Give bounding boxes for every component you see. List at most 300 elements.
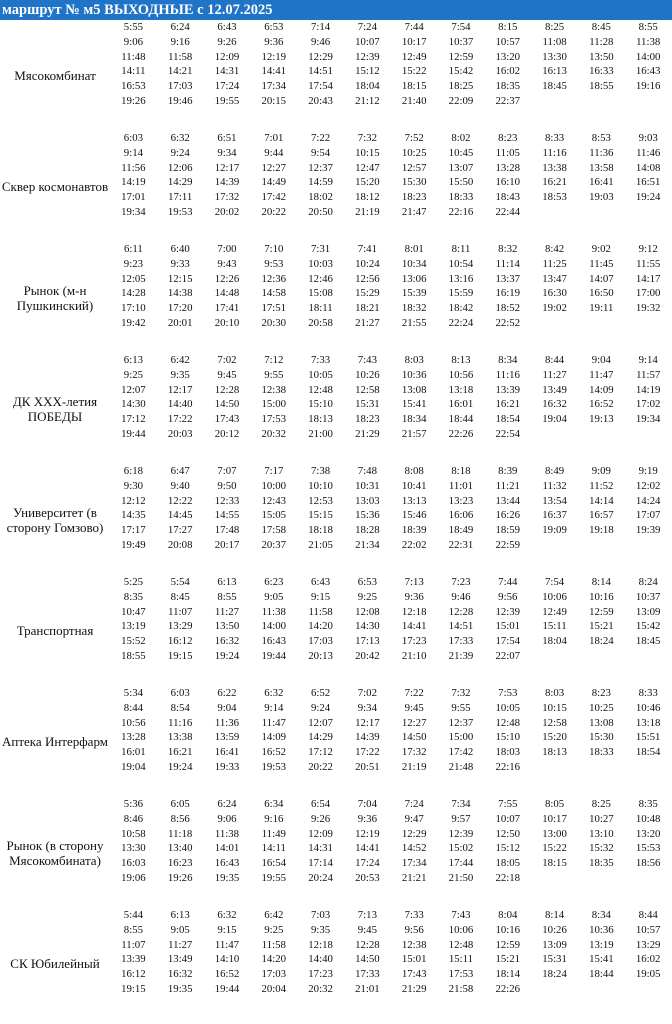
time-column [531,464,578,553]
departure-time: 7:17 [264,465,284,477]
time-column [625,908,672,997]
time-column [204,131,251,220]
departure-time: 9:16 [264,812,284,825]
departure-time: 12:18 [308,938,333,951]
departure-time: 17:27 [167,524,193,537]
departure-time: 13:29 [167,620,193,633]
departure-time: 12:38 [401,938,427,951]
departure-time: 13:29 [635,938,661,951]
departure-time: 13:38 [167,731,193,744]
departure-time: 12:46 [308,272,333,285]
time-column [438,797,485,886]
departure-time: 10:37 [448,35,474,48]
departure-time: 20:01 [167,316,193,329]
departure-time: 14:55 [214,509,240,522]
departure-time: 11:47 [261,716,286,729]
departure-time: 7:01 [264,132,284,144]
departure-time: 22:18 [495,871,521,884]
time-column [297,353,344,442]
departure-time: 15:10 [495,731,521,744]
departure-time: 7:41 [357,243,377,255]
departure-time: 19:09 [542,524,567,537]
departure-time: 18:28 [355,524,380,537]
departure-time: 22:31 [448,538,474,551]
departure-time: 16:54 [261,857,287,870]
departure-time: 6:24 [170,21,190,33]
departure-time: 12:22 [167,494,193,507]
departure-time: 17:12 [308,746,333,759]
departure-time: 6:23 [264,576,284,588]
departure-time: 11:16 [542,146,567,159]
departure-time: 20:51 [355,760,380,773]
departure-time: 10:05 [308,368,333,381]
departure-time: 13:28 [121,731,146,744]
time-column [438,908,485,997]
departure-time: 22:26 [448,427,474,440]
departure-time: 8:53 [591,132,611,144]
departure-time: 11:48 [121,50,146,63]
time-column [625,686,672,775]
departure-time: 19:44 [214,982,240,995]
departure-time: 9:46 [451,590,471,603]
time-column [110,353,157,442]
departure-time: 12:26 [214,272,240,285]
departure-time: 6:43 [217,21,237,33]
departure-time: 6:47 [170,465,190,477]
departure-time: 12:27 [261,161,287,174]
departure-time: 17:20 [167,302,193,315]
departure-time: 17:23 [308,968,333,981]
departure-time: 12:08 [355,605,380,618]
departure-time: 12:58 [542,716,567,729]
departure-time: 14:11 [121,65,146,78]
time-column [484,242,531,331]
departure-time: 15:42 [635,620,661,633]
departure-time: 22:59 [495,538,521,551]
departure-time: 13:47 [542,272,567,285]
departure-time: 6:52 [310,687,331,699]
departure-time: 8:44 [638,909,658,921]
time-column [531,20,578,109]
departure-time: 16:01 [121,746,146,759]
departure-time: 14:09 [589,383,614,396]
departure-time: 14:01 [214,842,240,855]
departure-time: 14:07 [589,272,614,285]
departure-time: 8:08 [404,465,424,477]
departure-time: 15:08 [308,287,333,300]
departure-time: 16:21 [167,746,193,759]
departure-time: 7:12 [264,354,284,366]
departure-time: 19:35 [167,982,193,995]
time-column [344,686,391,775]
departure-time: 7:24 [404,798,424,810]
time-column [391,908,438,997]
departure-time: 16:50 [589,287,614,300]
departure-time: 14:10 [214,953,240,966]
departure-time: 12:38 [261,383,287,396]
departure-time: 13:20 [635,827,661,840]
departure-time: 14:50 [401,731,427,744]
departure-time: 19:11 [589,302,614,315]
departure-time: 10:16 [495,923,521,936]
departure-time: 11:47 [214,938,240,951]
departure-time: 20:42 [355,649,380,662]
departure-time: 19:55 [214,94,240,107]
departure-time: 11:27 [168,938,193,951]
departure-time: 8:35 [123,590,143,603]
departure-time: 9:05 [170,923,190,936]
departure-time: 20:03 [167,427,193,440]
departure-time: 22:09 [448,94,474,107]
departure-time: 13:19 [589,938,614,951]
departure-time: 7:31 [310,243,331,255]
departure-time: 17:00 [635,287,661,300]
departure-time: 18:34 [401,413,427,426]
departure-time: 20:02 [214,205,240,218]
departure-time: 18:45 [635,635,661,648]
time-column [204,575,251,664]
departure-time: 12:07 [121,383,146,396]
departure-time: 16:43 [214,857,240,870]
departure-time: 18:52 [495,302,521,315]
departure-time: 17:33 [355,968,380,981]
departure-time: 15:39 [401,287,427,300]
departure-time: 11:36 [214,716,240,729]
departure-time: 13:58 [589,161,614,174]
time-column [344,353,391,442]
departure-time: 14:20 [261,953,287,966]
departure-time: 18:54 [495,413,521,426]
departure-time: 6:40 [170,243,190,255]
departure-time: 11:05 [495,146,520,159]
departure-time: 12:06 [167,161,193,174]
departure-time: 19:34 [635,413,661,426]
departure-time: 10:54 [448,257,474,270]
departure-time: 12:17 [214,161,240,174]
departure-time: 16:03 [121,857,146,870]
departure-times [110,686,672,775]
departure-time: 8:34 [591,909,611,921]
departure-time: 18:04 [542,635,567,648]
departure-time: 9:35 [310,923,331,936]
departure-time: 7:33 [404,909,424,921]
departure-time: 9:55 [451,701,471,714]
departure-time: 10:26 [542,923,567,936]
departure-time: 21:01 [355,982,380,995]
departure-time: 9:34 [357,701,377,714]
departure-time: 18:25 [448,80,474,93]
departure-time: 6:43 [310,576,331,588]
departure-time: 8:42 [544,243,565,255]
departure-time: 19:04 [542,413,567,426]
departure-time: 9:54 [310,146,331,159]
departure-time: 18:18 [308,524,333,537]
departure-time: 15:29 [355,287,380,300]
departure-time: 18:02 [308,191,333,204]
departure-time: 18:43 [495,191,521,204]
departure-time: 9:57 [451,812,471,825]
departure-time: 17:32 [401,746,427,759]
time-column [110,242,157,331]
departure-time: 12:48 [448,938,474,951]
time-column [484,797,531,886]
departure-time: 9:25 [264,923,284,936]
stop-block [0,20,672,131]
departure-time: 14:30 [121,398,146,411]
stop-name: Рынок (в сторону Мясокомбината) [6,837,104,868]
time-column [250,797,297,886]
departure-time: 17:03 [261,968,287,981]
departure-time: 14:38 [167,287,193,300]
departure-time: 18:35 [495,80,521,93]
departure-time: 11:47 [589,368,614,381]
departure-time: 14:51 [308,65,333,78]
departure-time: 14:30 [355,620,380,633]
departure-time: 10:58 [121,827,146,840]
departure-time: 19:44 [121,427,146,440]
departure-time: 13:50 [589,50,614,63]
departure-time: 6:11 [124,243,143,255]
departure-time: 5:55 [123,21,143,33]
departure-time: 6:13 [123,354,143,366]
departure-time: 15:00 [448,731,474,744]
departure-time: 12:49 [401,50,427,63]
departure-time: 12:37 [448,716,474,729]
departure-time: 20:08 [167,538,193,551]
departure-time: 18:23 [355,413,380,426]
departure-time: 6:53 [264,21,284,33]
departure-time: 19:32 [635,302,661,315]
departure-time: 18:54 [635,746,661,759]
departure-time: 19:02 [542,302,567,315]
departure-time: 7:13 [357,909,377,921]
departure-time: 8:23 [591,687,611,699]
time-column [484,908,531,997]
departure-time: 7:10 [264,243,284,255]
departure-time: 22:16 [448,205,474,218]
departure-time: 21:10 [401,649,427,662]
departure-time: 12:49 [542,605,567,618]
departure-time: 10:56 [121,716,146,729]
departure-time: 10:15 [355,146,380,159]
departure-time: 18:44 [448,413,474,426]
departure-time: 10:25 [401,146,427,159]
departure-time: 17:17 [121,524,146,537]
departure-time: 17:22 [355,746,380,759]
time-column [110,575,157,664]
departure-time: 19:24 [635,191,661,204]
departure-time: 14:48 [214,287,240,300]
departure-time: 16:43 [261,635,287,648]
departure-time: 14:39 [355,731,380,744]
time-column [344,575,391,664]
departure-time: 10:17 [401,35,427,48]
departure-times [110,131,672,220]
departure-time: 11:55 [636,257,661,270]
departure-time: 13:49 [542,383,567,396]
departure-time: 11:52 [589,479,614,492]
departure-time: 15:22 [401,65,427,78]
departure-time: 16:52 [261,746,287,759]
time-column [578,575,625,664]
time-column [391,242,438,331]
departure-time: 11:16 [168,716,193,729]
departure-time: 15:41 [589,953,614,966]
departure-times [110,353,672,442]
departure-time: 9:06 [123,35,143,48]
departure-time: 9:34 [217,146,237,159]
time-column [391,686,438,775]
time-column [625,575,672,664]
departure-time: 11:38 [261,605,286,618]
time-column [578,908,625,997]
departure-time: 15:30 [589,731,614,744]
departure-time: 9:35 [170,368,190,381]
departure-time: 8:45 [591,21,611,33]
time-column [438,575,485,664]
departure-time: 12:59 [448,50,474,63]
departure-time: 13:39 [121,953,146,966]
departure-time: 8:13 [451,354,471,366]
stop-name: Транспортная [16,623,94,638]
departure-time: 9:14 [264,701,284,714]
departure-time: 12:28 [448,605,474,618]
time-column [484,686,531,775]
departure-time: 8:23 [498,132,518,144]
departure-time: 8:55 [123,923,143,936]
departure-time: 11:08 [542,35,567,48]
departure-time: 16:30 [542,287,567,300]
departure-time: 20:12 [214,427,240,440]
departure-time: 12:39 [448,827,474,840]
departure-time: 16:06 [448,509,474,522]
departure-time: 6:32 [217,909,237,921]
departure-time: 14:28 [121,287,146,300]
departure-time: 12:19 [355,827,380,840]
time-column [250,131,297,220]
departure-time: 16:32 [214,635,240,648]
time-column [110,686,157,775]
departure-time: 12:48 [308,383,333,396]
departure-time: 12:39 [355,50,380,63]
departure-time: 22:16 [495,760,521,773]
departure-time: 22:52 [495,316,521,329]
departure-time: 17:12 [121,413,146,426]
departure-time: 15:00 [261,398,287,411]
departure-time: 12:48 [495,716,521,729]
departure-time: 9:44 [264,146,284,159]
departure-time: 11:27 [214,605,240,618]
time-column [578,131,625,220]
departure-time: 18:23 [401,191,427,204]
departure-time: 9:12 [638,243,658,255]
departure-time: 8:45 [170,590,190,603]
departure-time: 8:44 [123,701,143,714]
departure-time: 12:53 [308,494,333,507]
departure-time: 19:18 [589,524,614,537]
time-column [157,464,204,553]
departure-time: 8:18 [451,465,471,477]
departure-time: 16:21 [495,398,521,411]
departure-time: 17:11 [168,191,193,204]
departure-time: 9:47 [404,812,424,825]
departure-time: 15:30 [401,176,427,189]
departure-time: 15:01 [401,953,427,966]
departure-time: 7:38 [310,465,331,477]
departure-time: 21:48 [448,760,474,773]
departure-time: 7:32 [451,687,471,699]
departure-time: 16:21 [542,176,567,189]
departure-time: 10:06 [448,923,474,936]
departure-time: 19:16 [635,80,661,93]
departure-time: 19:53 [261,760,287,773]
departure-time: 8:55 [217,590,237,603]
departure-time: 16:01 [448,398,474,411]
departure-time: 12:12 [121,494,146,507]
departure-time: 13:13 [401,494,427,507]
departure-time: 7:53 [498,687,518,699]
departure-time: 15:50 [448,176,474,189]
departure-time: 11:25 [542,257,567,270]
departure-time: 17:34 [401,857,427,870]
time-column [250,353,297,442]
departure-time: 20:22 [261,205,287,218]
departure-time: 14:39 [214,176,240,189]
departure-time: 15:11 [542,620,567,633]
departure-time: 11:38 [214,827,240,840]
departure-time: 7:23 [451,576,471,588]
departure-time: 18:24 [589,635,614,648]
departure-time: 7:14 [310,21,331,33]
departure-time: 11:07 [168,605,193,618]
departure-time: 10:41 [401,479,427,492]
departure-time: 12:17 [167,383,193,396]
departure-time: 10:10 [308,479,333,492]
time-column [531,686,578,775]
departure-time: 14:00 [261,620,287,633]
departure-time: 16:12 [167,635,193,648]
departure-time: 5:25 [123,576,143,588]
time-column [344,242,391,331]
time-column [484,353,531,442]
departure-time: 20:13 [308,649,333,662]
departure-time: 17:42 [448,746,474,759]
departure-time: 19:26 [121,94,146,107]
departure-time: 9:09 [591,465,611,477]
departure-time: 7:22 [404,687,424,699]
departure-time: 10:15 [542,701,567,714]
departure-time: 9:36 [404,590,424,603]
departure-time: 20:32 [261,427,287,440]
time-column [204,242,251,331]
departure-time: 9:19 [638,465,658,477]
departure-time: 18:03 [495,746,521,759]
departure-time: 21:19 [355,205,380,218]
departure-time: 13:07 [448,161,474,174]
departure-time: 19:05 [635,968,661,981]
time-column [297,686,344,775]
departure-time: 13:00 [542,827,567,840]
departure-time: 14:41 [355,842,380,855]
time-column [438,686,485,775]
departure-time: 14:40 [308,953,333,966]
departure-time: 15:12 [355,65,380,78]
departure-time: 13:44 [495,494,521,507]
time-column [297,464,344,553]
departure-time: 20:50 [308,205,333,218]
departure-time: 19:35 [214,871,240,884]
time-column [297,575,344,664]
